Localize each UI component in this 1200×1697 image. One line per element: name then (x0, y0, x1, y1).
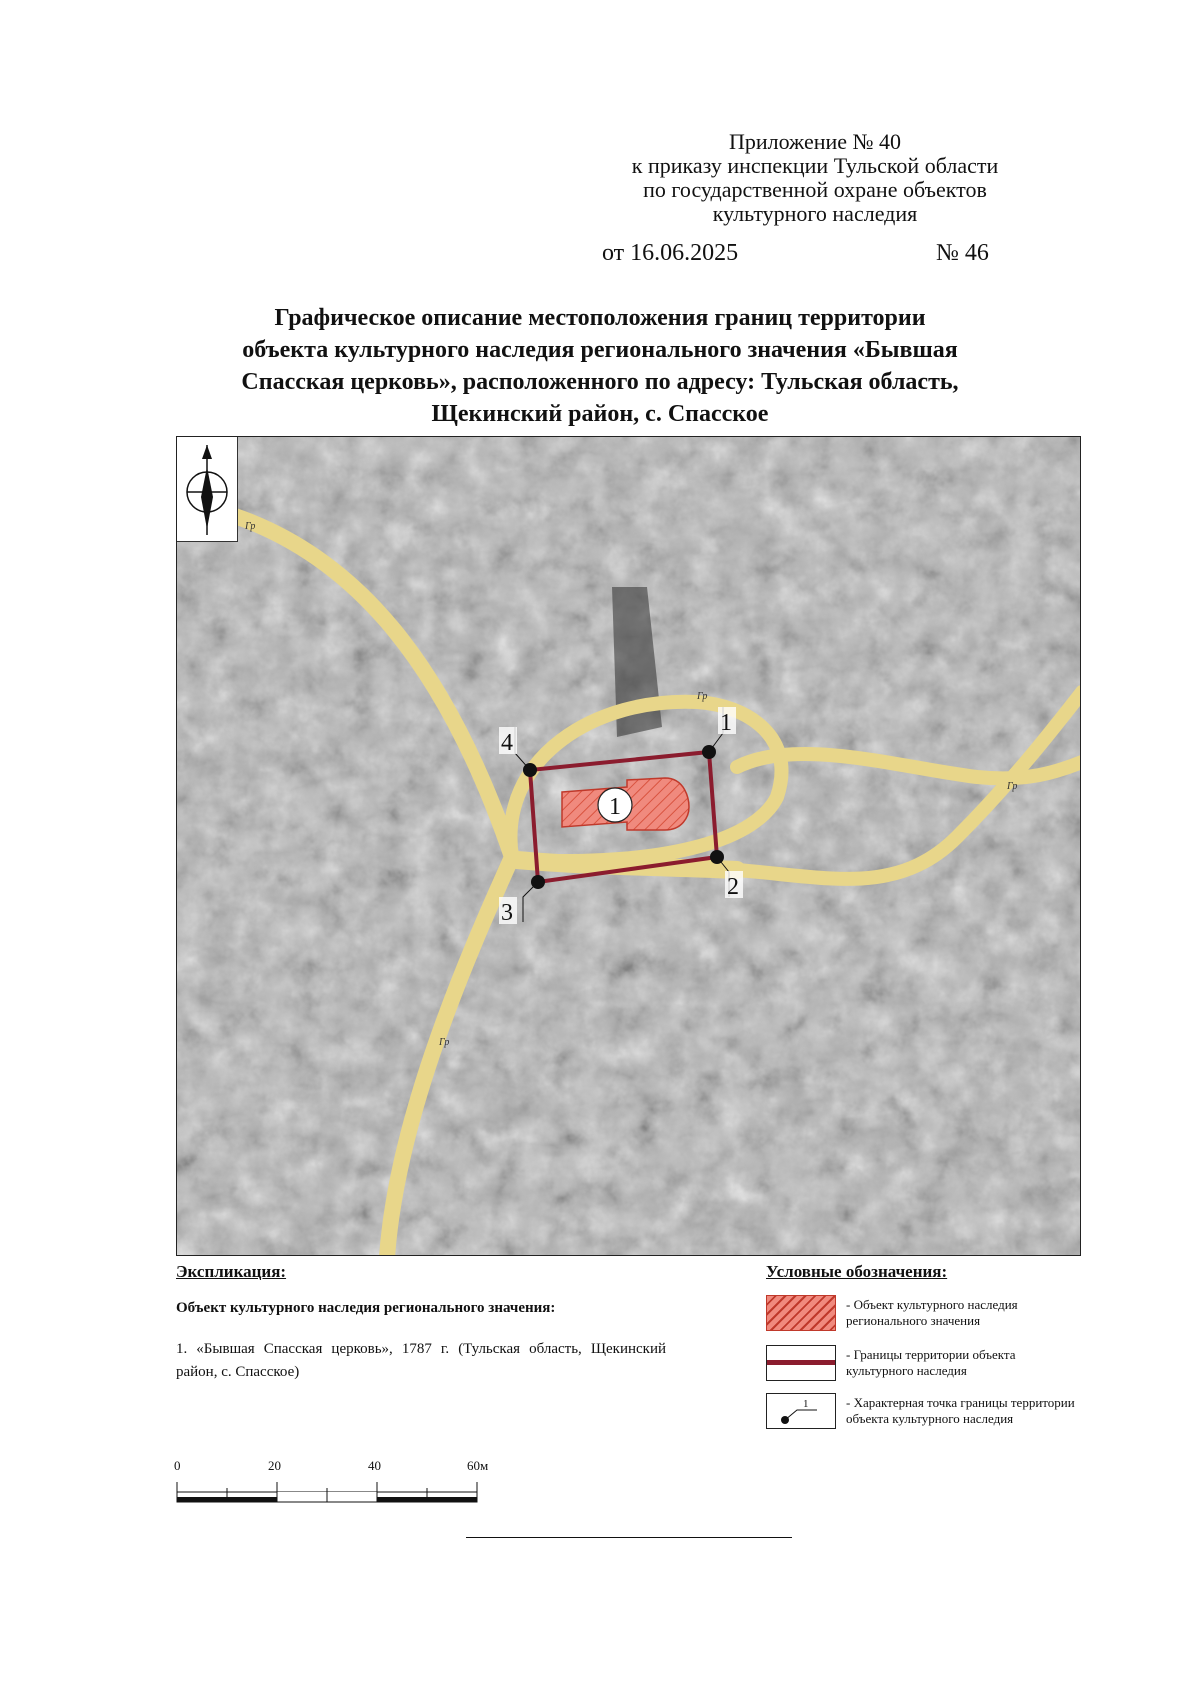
scale-label: 40 (368, 1458, 381, 1473)
footer-rule (466, 1537, 792, 1538)
explication-heading: Экспликация: (176, 1262, 287, 1281)
north-arrow (177, 437, 238, 542)
legend-text-object: - Объект культурного наследия регионального значения (846, 1297, 1018, 1328)
title-line: Графическое описание местоположения границ территории (274, 305, 926, 331)
legend-swatch-object (766, 1295, 836, 1331)
road-label: Гр (1007, 781, 1018, 792)
svg-text:1: 1 (803, 1398, 809, 1410)
title-line: объекта культурного наследия регионального значения «Бывшая (242, 337, 958, 363)
aerial-map (177, 437, 1081, 1256)
scale-label: 60м (467, 1458, 489, 1473)
explication-subheading: Объект культурного наследия регионального значения: (176, 1300, 556, 1316)
explication-item: 1. «Бывшая Спасская церковь», 1787 г. (Тульская область, Щекинский район, с. Спасское) (176, 1341, 666, 1380)
scale-graphic (170, 1474, 490, 1514)
order-reference: к приказу инспекции Тульской области (631, 153, 999, 178)
road-label: Гр (439, 1037, 450, 1048)
order-number: № 46 (936, 240, 989, 266)
map-frame (176, 436, 1081, 1256)
page-title (160, 302, 1040, 430)
legend-text-boundary: - Границы территории объекта культурного наследия (846, 1347, 1016, 1378)
order-reference-3: культурного наследия (712, 201, 918, 226)
scale-label: 0 (174, 1458, 181, 1473)
legend-swatch-point (766, 1393, 836, 1429)
legend-text-point: - Характерная точка границы территории объекта культурного наследия (846, 1395, 1075, 1426)
north-arrow-icon (177, 437, 237, 541)
road-label: Гр (697, 691, 708, 702)
appendix-header (560, 130, 1070, 226)
point-label-2: 2 (727, 874, 739, 900)
legend-swatch-boundary (766, 1345, 836, 1381)
appendix-number: Приложение № 40 (728, 129, 902, 154)
road-label: Гр (245, 521, 256, 532)
scale-label: 20 (268, 1458, 281, 1473)
point-sample-icon (767, 1394, 835, 1428)
point-label-4: 4 (501, 730, 513, 756)
title-line: Щекинский район, с. Спасское (431, 401, 769, 427)
point-label-3: 3 (501, 900, 513, 926)
order-reference-2: по государственной охране объектов (643, 177, 987, 202)
object-number: 1 (609, 794, 621, 820)
order-date: от 16.06.2025 (602, 240, 739, 266)
legend-heading: Условные обозначения: (766, 1262, 948, 1281)
boundary-line-sample (767, 1360, 835, 1365)
point-label-1: 1 (720, 710, 732, 736)
title-line: Спасская церковь», расположенного по адресу: Тульская область, (241, 369, 959, 395)
